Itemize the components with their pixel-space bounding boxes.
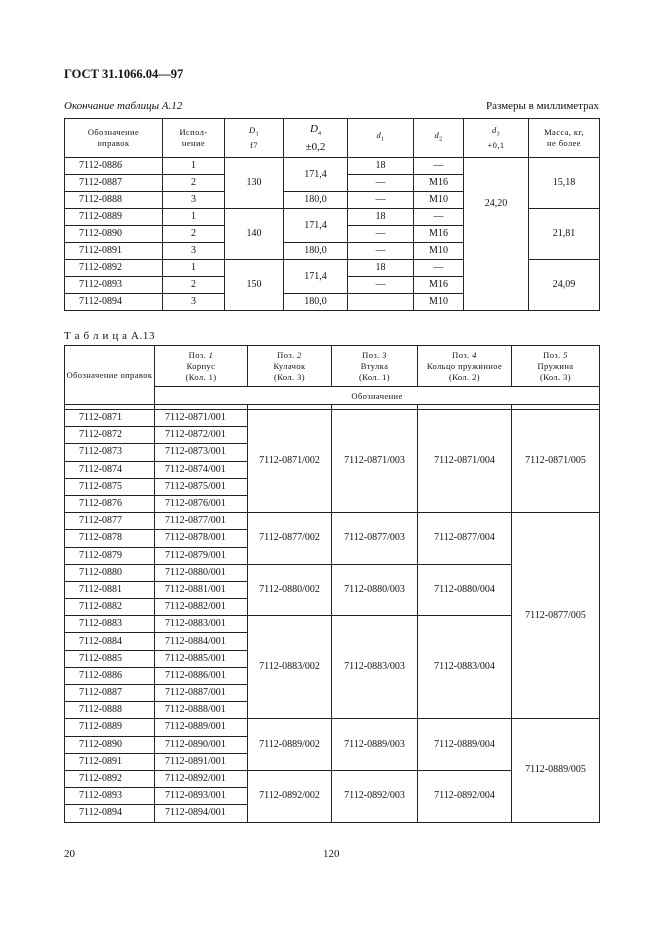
cell-designation: 7112-0885 [65,650,155,667]
cell-designation: 7112-0878 [65,530,155,547]
cell-designation: 7112-0887 [65,175,163,192]
cell-version: 1 [163,260,225,277]
cell-housing: 7112-0888/001 [155,702,248,719]
cell-designation: 7112-0871 [65,410,155,427]
cell-p3: 7112-0880/003 [332,564,418,616]
cell-designation: 7112-0889 [65,209,163,226]
cell-d1: 130 [225,158,284,209]
cell-housing: 7112-0894/001 [155,805,248,822]
cell-housing: 7112-0890/001 [155,736,248,753]
cell-housing: 7112-0875/001 [155,478,248,495]
cell-housing: 7112-0883/001 [155,616,248,633]
cell-version: 1 [163,158,225,175]
cell-p3: 7112-0892/003 [332,770,418,822]
cell-p4: 7112-0889/004 [418,719,512,771]
cell-designation: 7112-0881 [65,581,155,598]
cell-p5: 7112-0871/005 [512,410,600,513]
cell-housing: 7112-0892/001 [155,770,248,787]
cell-designation: 7112-0877 [65,513,155,530]
cell-d4: 171,4 [284,158,348,192]
cell-p5: 7112-0877/005 [512,513,600,719]
cell-designation: 7112-0872 [65,427,155,444]
cell-housing: 7112-0878/001 [155,530,248,547]
cell-housing: 7112-0886/001 [155,667,248,684]
cell-housing: 7112-0887/001 [155,685,248,702]
cell-d2: — [414,260,464,277]
col-header: Испол- нение [163,119,225,158]
cell-designation: 7112-0874 [65,461,155,478]
cell-designation: 7112-0894 [65,294,163,311]
cell-designation: 7112-0890 [65,226,163,243]
cell-p2: 7112-0877/002 [248,513,332,565]
cell-p2: 7112-0880/002 [248,564,332,616]
table-row [65,410,600,427]
cell-d4: 171,4 [284,260,348,294]
cell-p2: 7112-0892/002 [248,770,332,822]
table-a12-end [64,118,600,311]
cell-p3: 7112-0889/003 [332,719,418,771]
cell-d1: 140 [225,209,284,260]
col-header: $d_1$ [348,119,414,158]
cell-d1-small: — [348,192,414,209]
cell-housing: 7112-0891/001 [155,753,248,770]
cell-designation: 7112-0891 [65,243,163,260]
cell-mass: 21,81 [529,209,600,260]
cell-designation: 7112-0883 [65,616,155,633]
page-number-left: 20 [64,848,75,860]
col-header-pos: Поз. 2 Кулачок (Кол. 3) [248,346,332,387]
cell-p3: 7112-0877/003 [332,513,418,565]
cell-d2: M16 [414,277,464,294]
cell-housing: 7112-0877/001 [155,513,248,530]
table2-caption: Т а б л и ц а А.13 [64,330,156,342]
cell-designation: 7112-0892 [65,770,155,787]
cell-p2: 7112-0889/002 [248,719,332,771]
cell-p4: 7112-0877/004 [418,513,512,565]
cell-designation: 7112-0873 [65,444,155,461]
cell-housing: 7112-0876/001 [155,495,248,512]
cell-designation: 7112-0886 [65,667,155,684]
cell-housing: 7112-0879/001 [155,547,248,564]
cell-d1-small: 18 [348,209,414,226]
col-header: $d_2$ [414,119,464,158]
cell-d1: 150 [225,260,284,311]
cell-designation: 7112-0893 [65,277,163,294]
cell-d2: M10 [414,192,464,209]
cell-p2: 7112-0871/002 [248,410,332,513]
cell-mass: 24,09 [529,260,600,311]
col-header-pos: Поз. 4 Кольцо пружинное (Кол. 2) [418,346,512,387]
table-a13 [64,345,600,823]
cell-designation: 7112-0893 [65,788,155,805]
cell-d1-small [348,294,414,311]
cell-designation: 7112-0894 [65,805,155,822]
cell-designation: 7112-0888 [65,702,155,719]
cell-housing: 7112-0884/001 [155,633,248,650]
col-header-pos: Поз. 1 Корпус (Кол. 1) [155,346,248,387]
cell-housing: 7112-0889/001 [155,719,248,736]
cell-housing: 7112-0880/001 [155,564,248,581]
cell-d2: M16 [414,175,464,192]
col-header-pos: Поз. 5 Пружина (Кол. 3) [512,346,600,387]
col-header: Обозначение оправок [65,119,163,158]
cell-p4: 7112-0892/004 [418,770,512,822]
cell-d4: 180,0 [284,294,348,311]
cell-version: 2 [163,277,225,294]
cell-mass: 15,18 [529,158,600,209]
cell-version: 2 [163,175,225,192]
cell-version: 3 [163,192,225,209]
cell-d2: M10 [414,243,464,260]
cell-p3: 7112-0883/003 [332,616,418,719]
cell-version: 3 [163,294,225,311]
cell-p5: 7112-0889/005 [512,719,600,822]
cell-designation: 7112-0888 [65,192,163,209]
table-row [65,158,600,175]
cell-designation: 7112-0875 [65,478,155,495]
cell-designation: 7112-0879 [65,547,155,564]
table-row [65,719,600,736]
cell-designation: 7112-0880 [65,564,155,581]
cell-d2: — [414,209,464,226]
cell-d1-small: — [348,243,414,260]
col-header: Масса, кг, не более [529,119,600,158]
cell-d1-small: — [348,226,414,243]
cell-designation: 7112-0887 [65,685,155,702]
cell-housing: 7112-0873/001 [155,444,248,461]
cell-d1-small: 18 [348,158,414,175]
cell-housing: 7112-0874/001 [155,461,248,478]
cell-designation: 7112-0889 [65,719,155,736]
cell-d2: M16 [414,226,464,243]
cell-d1-small: — [348,277,414,294]
table1-caption: Окончание таблицы А.12 [64,100,183,112]
table-row [65,513,600,530]
cell-designation: 7112-0882 [65,599,155,616]
col-header: Обозначение оправок [65,346,155,405]
cell-housing: 7112-0872/001 [155,427,248,444]
cell-designation: 7112-0890 [65,736,155,753]
cell-d1-small: 18 [348,260,414,277]
cell-designation: 7112-0892 [65,260,163,277]
cell-designation: 7112-0886 [65,158,163,175]
cell-p2: 7112-0883/002 [248,616,332,719]
col-header: $D_4$ ±0,2 [284,119,348,158]
units-note: Размеры в миллиметрах [486,100,599,112]
cell-p4: 7112-0883/004 [418,616,512,719]
cell-designation: 7112-0891 [65,753,155,770]
cell-housing: 7112-0882/001 [155,599,248,616]
page-number-center: 120 [323,848,340,860]
cell-d3: 24,20 [464,158,529,311]
col-header-pos: Поз. 3 Втулка (Кол. 1) [332,346,418,387]
cell-d4: 180,0 [284,243,348,260]
cell-version: 2 [163,226,225,243]
cell-housing: 7112-0885/001 [155,650,248,667]
cell-version: 1 [163,209,225,226]
cell-d4: 180,0 [284,192,348,209]
cell-d4: 171,4 [284,209,348,243]
cell-housing: 7112-0871/001 [155,410,248,427]
cell-d2: — [414,158,464,175]
cell-designation: 7112-0876 [65,495,155,512]
col-header: $D_1$ f7 [225,119,284,158]
cell-housing: 7112-0893/001 [155,788,248,805]
cell-version: 3 [163,243,225,260]
cell-d2: M10 [414,294,464,311]
col-header: $d_3$ +0,1 [464,119,529,158]
subheader-designation: Обозначение [155,387,600,405]
cell-p4: 7112-0880/004 [418,564,512,616]
document-header: ГОСТ 31.1066.04—97 [64,67,184,81]
cell-designation: 7112-0884 [65,633,155,650]
cell-d1-small: — [348,175,414,192]
cell-p3: 7112-0871/003 [332,410,418,513]
cell-housing: 7112-0881/001 [155,581,248,598]
cell-p4: 7112-0871/004 [418,410,512,513]
